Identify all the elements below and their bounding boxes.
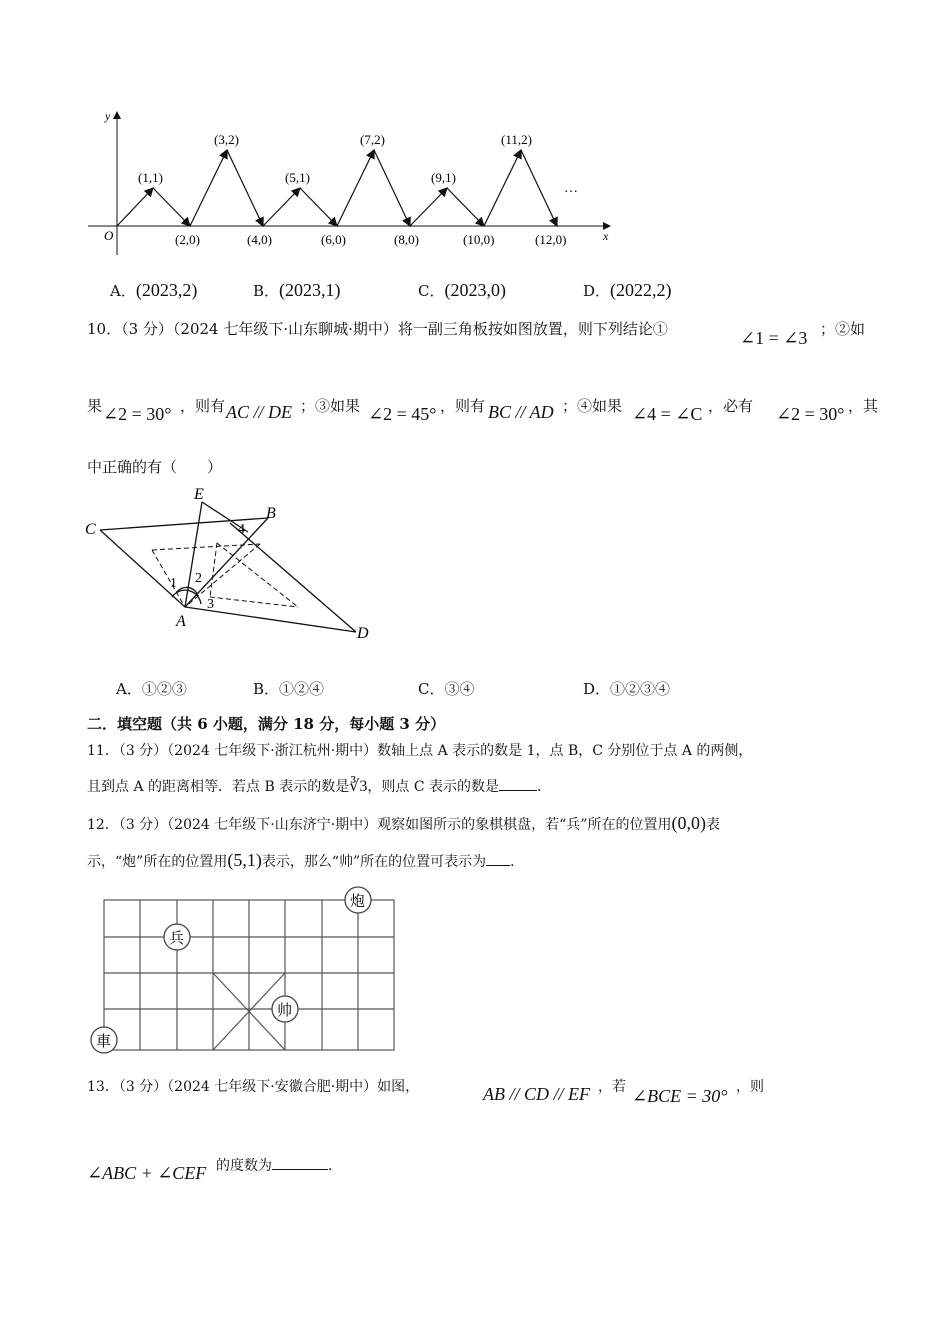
vertex-b-label: B <box>266 505 276 522</box>
segment <box>263 188 300 226</box>
point-label: (1,1) <box>138 170 163 185</box>
triangle-figure <box>80 480 390 650</box>
q12-line2: 示，“炮”所在的位置用(5,1)表示，那么“帅”所在的位置可表示为 ． <box>87 850 525 870</box>
q13-line1b: ，若 <box>598 1079 626 1095</box>
q10-math-angle13: ∠1 = ∠3 <box>740 328 808 348</box>
tick-label: (8,0) <box>394 232 419 247</box>
segment <box>447 188 484 226</box>
chess-piece-shuai <box>272 996 298 1022</box>
zigzag-graph <box>80 100 620 260</box>
segment <box>300 188 337 226</box>
q10-math-m3: AC // DE <box>226 402 292 422</box>
q13-math-m1: AB // CD // EF <box>483 1084 590 1104</box>
segment <box>190 150 227 226</box>
q11-line2: 且到点 A 的距离相等．若点 B 表示的数是∛3，则点 C 表示的数是 ． <box>87 778 552 795</box>
angle-2-label: 2 <box>195 571 202 586</box>
q10-math-m7: ∠2 = 30° <box>776 404 845 424</box>
origin-label: O <box>104 228 114 243</box>
q10-text7: ；④如果 <box>562 397 623 415</box>
q10-text2: ；②如 <box>820 320 866 338</box>
q10-math-m5: BC // AD <box>488 402 554 422</box>
q10-text9: ，其 <box>848 397 879 415</box>
vertex-c-label: C <box>85 521 96 538</box>
piece-label: 兵 <box>169 931 185 947</box>
segment <box>227 150 263 226</box>
q10-math-m6: ∠4 = ∠C <box>632 404 703 424</box>
q13-math-m2: ∠BCE = 30° <box>632 1086 728 1106</box>
angle-4-label: 4 <box>238 522 245 537</box>
vertex-a-label: A <box>176 613 186 630</box>
segment <box>521 150 557 226</box>
piece-label: 帅 <box>277 1003 293 1019</box>
tick-label: (6,0) <box>321 232 346 247</box>
segment <box>484 150 521 226</box>
chess-piece-bing <box>164 924 190 950</box>
point-label: (5,1) <box>285 170 310 185</box>
point-label: (7,2) <box>360 132 385 147</box>
piece-label: 炮 <box>350 894 366 910</box>
q13-math-m3: ∠ABC + ∠CEF <box>87 1163 207 1183</box>
angle-3-label: 3 <box>207 597 214 612</box>
q10-option-c[interactable]: C．③④ <box>418 680 475 698</box>
chess-piece-pao <box>345 887 371 913</box>
ellipsis: … <box>564 181 578 196</box>
q10-option-a[interactable]: A．①②③ <box>116 680 187 698</box>
q10-text8: ，必有 <box>708 397 754 415</box>
q10-line3: 中正确的有（ ） <box>87 458 223 476</box>
tick-label: (12,0) <box>535 232 567 247</box>
q9-option-d[interactable]: D．(2022,2) <box>583 280 672 300</box>
q10-math-m2: ∠2 = 30° <box>103 404 172 424</box>
q13-line2: 的度数为 ． <box>216 1155 342 1175</box>
tick-label: (10,0) <box>463 232 495 247</box>
q11-line1: 11．（3 分）（2024 七年级下·浙江杭州·期中）数轴上点 A 表示的数是 1，点 B，C 分别位于点 A 的两侧， <box>87 743 753 759</box>
q10-line1: 10．（3 分）（2024 七年级下·山东聊城·期中）将一副三角板按如图放置，则下列结论① <box>87 320 668 338</box>
chess-board <box>85 885 405 1057</box>
vertex-d-label: D <box>357 625 369 642</box>
chess-piece-ju <box>91 1027 117 1053</box>
q10-text6: ，则有 <box>440 397 486 415</box>
segment <box>337 150 374 226</box>
q10-option-d[interactable]: D．①②③④ <box>583 680 671 698</box>
y-axis-label: y <box>105 109 111 123</box>
segment <box>117 188 153 226</box>
tick-label: (2,0) <box>175 232 200 247</box>
q10-option-b[interactable]: B．①②④ <box>253 680 325 698</box>
q10-text4: ，则有 <box>180 397 226 415</box>
angle-1-label: 1 <box>170 576 177 591</box>
q9-option-a[interactable]: A．(2023,2) <box>110 280 198 300</box>
section-heading: 二．填空题（共 6 小题，满分 18 分，每小题 3 分） <box>87 715 446 733</box>
q13-line1c: ，则 <box>736 1079 764 1095</box>
point-label: (11,2) <box>501 132 532 147</box>
segment <box>374 150 410 226</box>
segment <box>410 188 447 226</box>
q10-math-m4: ∠2 = 45° <box>368 404 437 424</box>
x-axis-label: x <box>603 229 609 243</box>
q10-text5: ；③如果 <box>300 397 361 415</box>
q9-option-c[interactable]: C．(2023,0) <box>418 280 506 300</box>
piece-label: 車 <box>96 1034 112 1050</box>
vertex-e-label: E <box>194 486 204 503</box>
q9-option-b[interactable]: B．(2023,1) <box>253 280 341 300</box>
point-label: (3,2) <box>214 132 239 147</box>
q10-line2: 果 <box>87 397 103 415</box>
tick-label: (4,0) <box>247 232 272 247</box>
q12-line1: 12．（3 分）（2024 七年级下·山东济宁·期中）观察如图所示的象棋棋盘，若“兵”所在的位置用(0,0)表 <box>87 813 720 833</box>
point-label: (9,1) <box>431 170 456 185</box>
q13-line1a: 13．（3 分）（2024 七年级下·安徽合肥·期中）如图， <box>87 1079 420 1095</box>
segment <box>153 188 190 226</box>
